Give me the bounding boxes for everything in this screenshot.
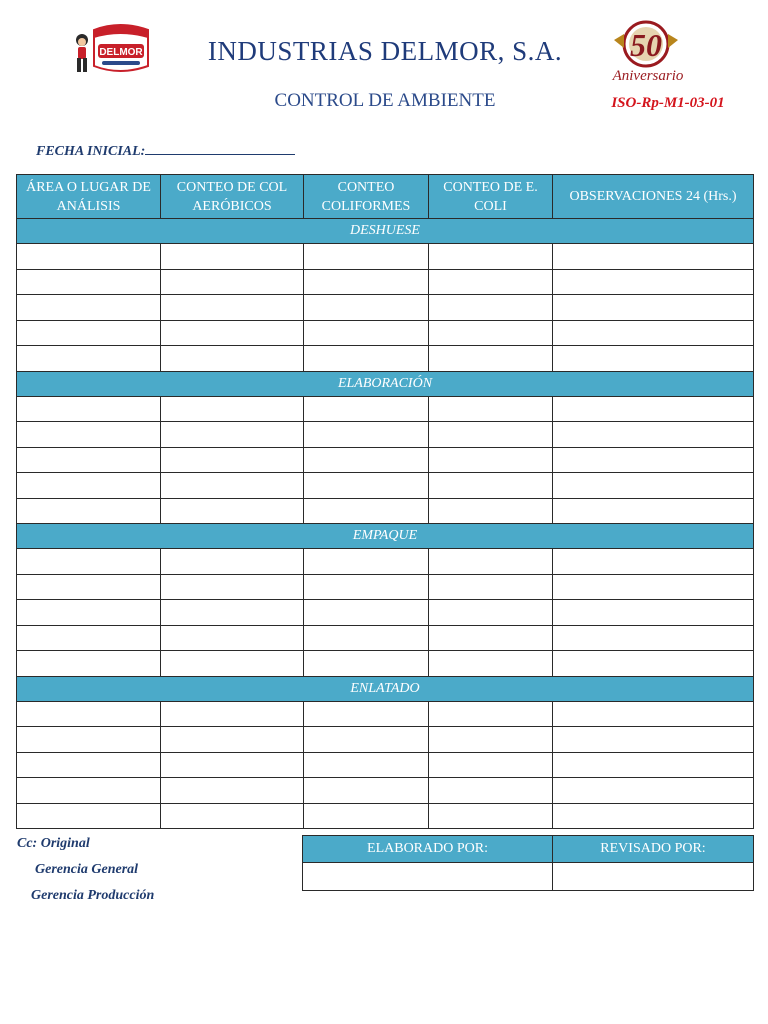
analysis-table [16,174,754,829]
table-cell[interactable] [429,422,553,448]
table-cell[interactable] [17,625,161,651]
anniversary-text: Aniversario [612,68,684,84]
col-observations: OBSERVACIONES 24 (Hrs.) [553,175,754,219]
table-cell[interactable] [161,574,304,600]
table-cell[interactable] [304,498,429,524]
table-cell[interactable] [304,396,429,422]
delmor-logo [68,18,152,78]
table-cell[interactable] [17,778,161,804]
table-cell[interactable] [17,422,161,448]
table-row [17,447,754,473]
table-row [17,269,754,295]
table-row [17,701,754,727]
table-cell[interactable] [17,549,161,575]
table-row [17,473,754,499]
col-coliform-count: CONTEO COLIFORMES [304,175,429,219]
table-cell[interactable] [304,574,429,600]
table-cell[interactable] [553,727,754,753]
table-cell[interactable] [429,549,553,575]
prepared-by-label: ELABORADO POR: [303,836,553,863]
table-row [17,625,754,651]
table-cell[interactable] [17,803,161,829]
table-row [17,752,754,778]
table-cell[interactable] [553,320,754,346]
table-cell[interactable] [304,422,429,448]
start-date-blank[interactable] [145,140,295,155]
section-row [17,371,754,396]
table-cell[interactable] [304,651,429,677]
table-cell[interactable] [17,574,161,600]
section-title: ENLATADO [17,676,754,701]
table-cell[interactable] [553,346,754,372]
table-row [17,295,754,321]
anniversary-logo [600,14,696,88]
table-cell[interactable] [304,549,429,575]
table-row [17,422,754,448]
table-cell[interactable] [161,346,304,372]
table-cell[interactable] [304,752,429,778]
table-cell[interactable] [304,600,429,626]
table-cell[interactable] [161,651,304,677]
table-row [17,600,754,626]
table-cell[interactable] [553,422,754,448]
table-cell[interactable] [304,778,429,804]
table-cell[interactable] [17,396,161,422]
table-row [17,574,754,600]
table-cell[interactable] [17,701,161,727]
reviewed-by-label: REVISADO POR: [553,836,754,863]
cc-original: Cc: Original [17,836,90,851]
table-cell[interactable] [161,295,304,321]
table-cell[interactable] [429,752,553,778]
table-cell[interactable] [553,752,754,778]
table-cell[interactable] [429,701,553,727]
table-row [17,803,754,829]
document-title: CONTROL DE AMBIENTE [274,90,496,111]
table-cell[interactable] [17,651,161,677]
table-cell[interactable] [304,447,429,473]
table-cell[interactable] [161,778,304,804]
table-cell[interactable] [17,244,161,270]
table-row [17,244,754,270]
prepared-by-field[interactable] [303,863,553,891]
company-name: INDUSTRIAS DELMOR, S.A. [207,36,563,66]
table-cell[interactable] [161,727,304,753]
col-aerobic-count: CONTEO DE COL AERÓBICOS [161,175,304,219]
table-cell[interactable] [304,803,429,829]
table-cell[interactable] [553,295,754,321]
table-cell[interactable] [429,498,553,524]
table-cell[interactable] [304,320,429,346]
start-date-field[interactable] [36,140,295,160]
table-cell[interactable] [429,320,553,346]
section-title: DESHUESE [17,219,754,244]
table-cell[interactable] [161,701,304,727]
table-cell[interactable] [161,447,304,473]
table-row [17,727,754,753]
header-row [17,175,754,219]
table-cell[interactable] [304,295,429,321]
table-cell[interactable] [429,396,553,422]
table-cell[interactable] [17,295,161,321]
table-row [17,320,754,346]
table-cell[interactable] [429,727,553,753]
table-cell[interactable] [17,498,161,524]
table-cell[interactable] [553,473,754,499]
section-row [17,676,754,701]
table-cell[interactable] [553,447,754,473]
table-cell[interactable] [429,600,553,626]
col-area: ÁREA O LUGAR DE ANÁLISIS [17,175,161,219]
table-cell[interactable] [429,473,553,499]
table-row [17,498,754,524]
table-cell[interactable] [161,396,304,422]
table-row [17,346,754,372]
table-row [17,651,754,677]
table-cell[interactable] [17,447,161,473]
cc-general-management: Gerencia General [35,862,139,877]
table-cell[interactable] [553,549,754,575]
table-cell[interactable] [17,320,161,346]
signature-table [302,835,754,891]
table-cell[interactable] [161,549,304,575]
section-row [17,524,754,549]
table-cell[interactable] [161,244,304,270]
table-cell[interactable] [304,473,429,499]
table-cell[interactable] [17,600,161,626]
table-cell[interactable] [304,727,429,753]
table-cell[interactable] [553,803,754,829]
table-cell[interactable] [553,396,754,422]
table-cell[interactable] [17,727,161,753]
table-cell[interactable] [429,803,553,829]
table-row [17,549,754,575]
table-cell[interactable] [553,498,754,524]
anniversary-number: 50 [630,27,662,63]
table-cell[interactable] [304,701,429,727]
section-title: ELABORACIÓN [17,371,754,396]
start-date-label: FECHA INICIAL: [36,144,146,159]
table-cell[interactable] [304,346,429,372]
table-cell[interactable] [429,574,553,600]
table-cell[interactable] [429,651,553,677]
section-row [17,219,754,244]
col-ecoli-count: CONTEO DE E. COLI [429,175,553,219]
cc-production-management: Gerencia Producción [31,888,155,903]
table-cell[interactable] [161,473,304,499]
table-cell[interactable] [161,422,304,448]
table-row [17,396,754,422]
table-cell[interactable] [553,701,754,727]
table-cell[interactable] [17,346,161,372]
table-cell[interactable] [161,269,304,295]
table-cell[interactable] [17,752,161,778]
table-cell[interactable] [161,803,304,829]
reviewed-by-field[interactable] [553,863,754,891]
table-cell[interactable] [553,269,754,295]
table-cell[interactable] [553,244,754,270]
table-cell[interactable] [17,269,161,295]
table-cell[interactable] [161,625,304,651]
document-code: ISO-Rp-M1-03-01 [611,95,725,111]
table-cell[interactable] [161,752,304,778]
section-title: EMPAQUE [17,524,754,549]
table-cell[interactable] [304,625,429,651]
table-cell[interactable] [161,498,304,524]
table-cell[interactable] [553,651,754,677]
table-cell[interactable] [553,574,754,600]
delmor-logo-text: DELMOR [99,47,143,58]
table-cell[interactable] [161,600,304,626]
table-cell[interactable] [429,447,553,473]
table-row [17,778,754,804]
table-cell[interactable] [304,269,429,295]
table-cell[interactable] [553,778,754,804]
table-cell[interactable] [304,244,429,270]
table-cell[interactable] [161,320,304,346]
table-cell[interactable] [553,600,754,626]
table-cell[interactable] [429,625,553,651]
table-cell[interactable] [429,346,553,372]
table-cell[interactable] [429,295,553,321]
table-cell[interactable] [429,244,553,270]
table-cell[interactable] [429,269,553,295]
table-cell[interactable] [553,625,754,651]
table-cell[interactable] [17,473,161,499]
table-cell[interactable] [429,778,553,804]
